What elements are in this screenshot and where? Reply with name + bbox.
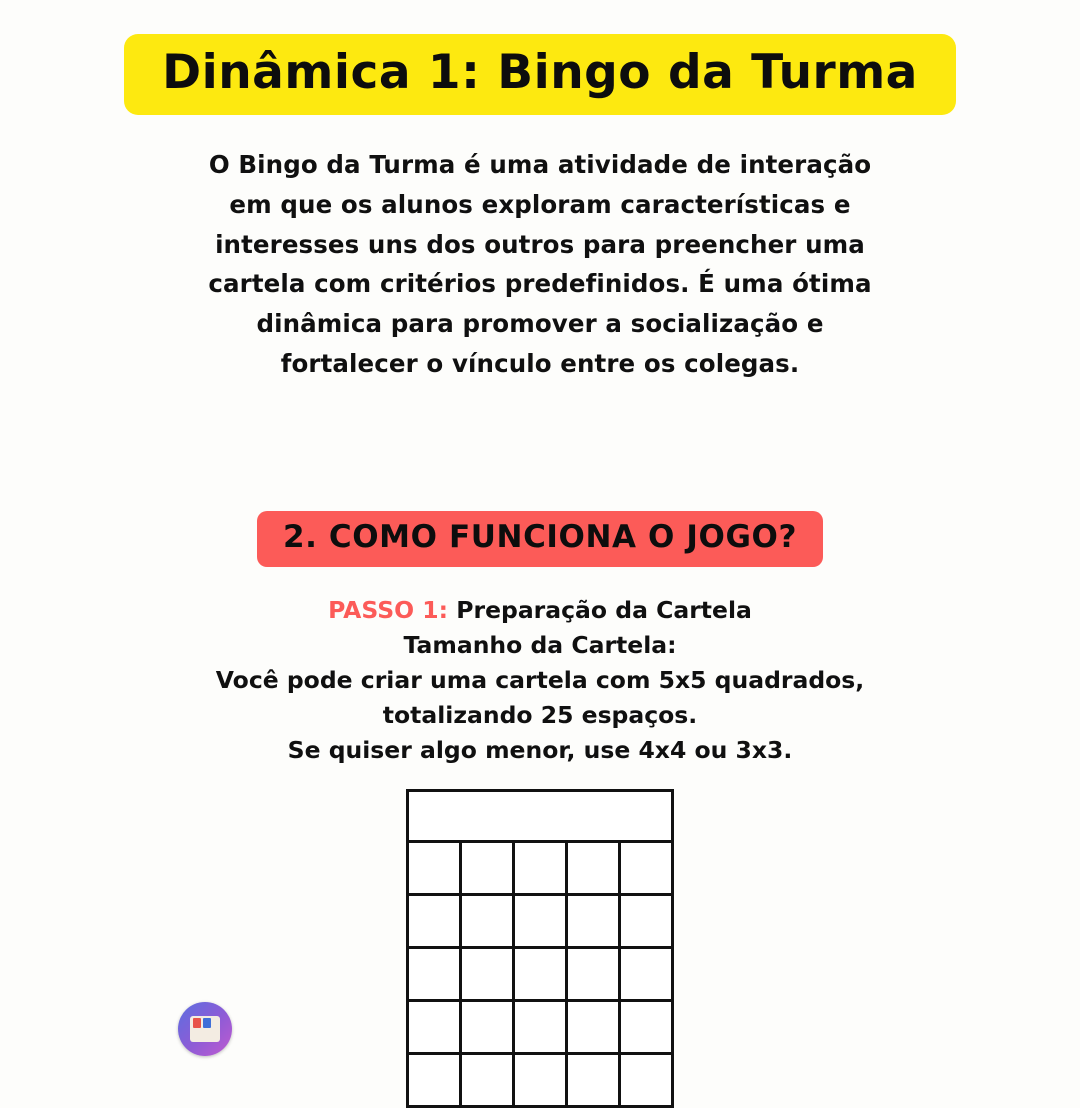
- step-detail-line-3: totalizando 25 espaços.: [382, 700, 698, 729]
- bingo-cell[interactable]: [620, 948, 673, 1001]
- bingo-header-cell[interactable]: [620, 791, 673, 842]
- bingo-row: [408, 948, 673, 1001]
- bingo-row: [408, 1054, 673, 1107]
- section-heading-pill: [257, 511, 823, 567]
- step-detail-line-2: Você pode criar uma cartela com 5x5 quadrados,: [215, 666, 865, 694]
- bingo-cell[interactable]: [408, 948, 461, 1001]
- bingo-cell[interactable]: [567, 1054, 620, 1107]
- bingo-cell[interactable]: [567, 895, 620, 948]
- bingo-cell[interactable]: [620, 895, 673, 948]
- bingo-header-cell[interactable]: [461, 791, 514, 842]
- intro-paragraph: O Bingo da Turma é uma atividade de interação em que os alunos exploram características e interesses uns dos outros para preencher uma cartela com critérios predefinidos. É uma ótima dinâmica para promover a socialização e fortalecer o vínculo entre os colegas.: [208, 150, 872, 378]
- bingo-cell[interactable]: [408, 842, 461, 895]
- bingo-cell[interactable]: [567, 948, 620, 1001]
- step-label: PASSO 1:: [328, 596, 449, 625]
- bingo-row: [408, 895, 673, 948]
- bingo-cell[interactable]: [620, 1001, 673, 1054]
- bingo-cell[interactable]: [461, 842, 514, 895]
- bingo-cell[interactable]: [514, 948, 567, 1001]
- bingo-cell[interactable]: [567, 842, 620, 895]
- bingo-cell[interactable]: [514, 1001, 567, 1054]
- bingo-cell[interactable]: [408, 1054, 461, 1107]
- brand-logo: [178, 1002, 232, 1056]
- bingo-cell[interactable]: [620, 842, 673, 895]
- bingo-cell[interactable]: [514, 1054, 567, 1107]
- bingo-row: [408, 842, 673, 895]
- steps-block: [180, 593, 900, 767]
- bingo-cell[interactable]: [408, 895, 461, 948]
- title-banner: [124, 34, 956, 115]
- bingo-cell[interactable]: [567, 1001, 620, 1054]
- bingo-cell[interactable]: [461, 948, 514, 1001]
- bingo-cell[interactable]: [514, 842, 567, 895]
- bingo-cell[interactable]: [408, 1001, 461, 1054]
- bingo-header-cell[interactable]: [514, 791, 567, 842]
- step-detail-line-1: Tamanho da Cartela:: [403, 631, 677, 660]
- page-title: Dinâmica 1: Bingo da Turma: [162, 45, 918, 100]
- bingo-cell[interactable]: [620, 1054, 673, 1107]
- bingo-card-wrapper: [406, 789, 674, 1108]
- bingo-cell[interactable]: [461, 895, 514, 948]
- bingo-header-cell[interactable]: [408, 791, 461, 842]
- bingo-row: [408, 1001, 673, 1054]
- step-detail-line-4: Se quiser algo menor, use 4x4 ou 3x3.: [287, 735, 793, 764]
- step-one-line: [180, 593, 900, 628]
- step-title: Preparação da Cartela: [456, 596, 752, 625]
- logo-books-icon: [190, 1016, 220, 1042]
- bingo-cell[interactable]: [514, 895, 567, 948]
- bingo-header-cell[interactable]: [567, 791, 620, 842]
- section-heading-text: 2. COMO FUNCIONA O JOGO?: [282, 519, 798, 556]
- bingo-card-grid: [406, 789, 674, 1108]
- bingo-cell[interactable]: [461, 1001, 514, 1054]
- bingo-cell[interactable]: [461, 1054, 514, 1107]
- bingo-header-row: [408, 791, 673, 842]
